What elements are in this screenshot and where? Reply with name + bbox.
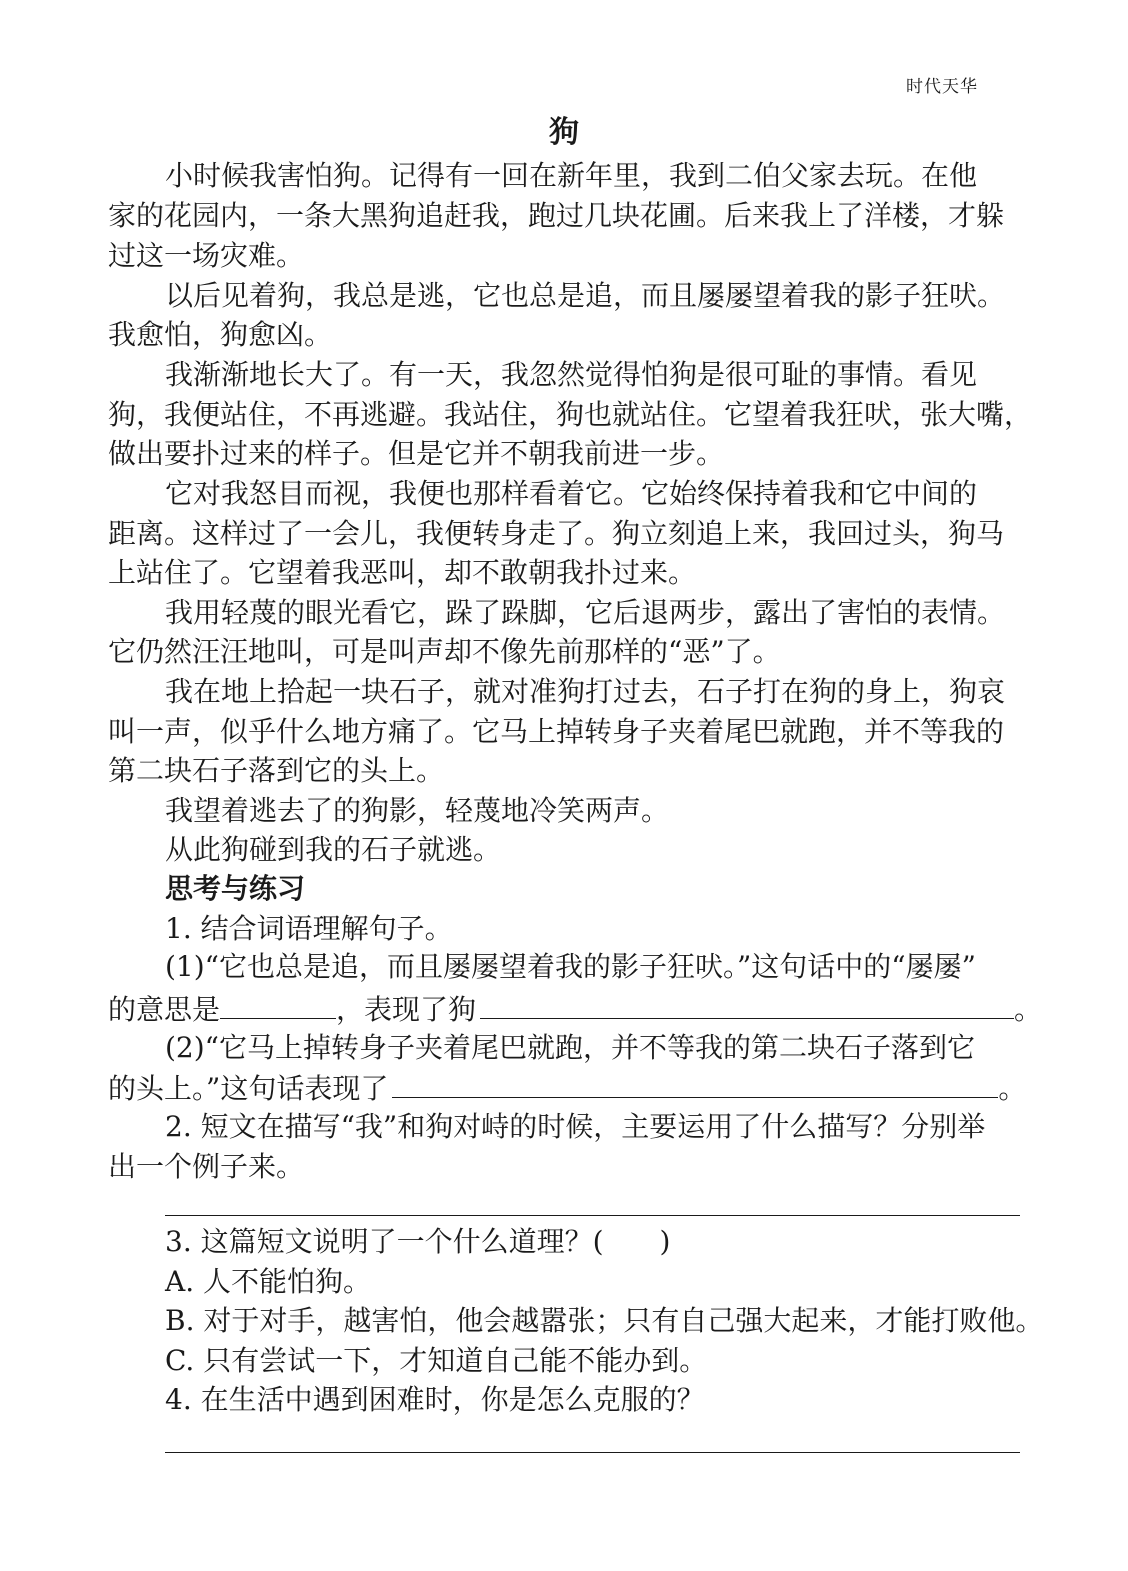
article-line: 家的花园内，一条大黑狗追赶我，跑过几块花圃。后来我上了洋楼，才躲	[108, 199, 1005, 232]
article-line: 它对我怒目而视，我便也那样看着它。它始终保持着我和它中间的	[165, 477, 978, 510]
question-4-stem: 4. 在生活中遇到困难时，你是怎么克服的？	[165, 1383, 705, 1416]
question-3-option-b[interactable]: B. 对于对手，越害怕，他会越嚣张；只有自己强大起来，才能打败他。	[165, 1304, 1044, 1337]
article-line: 它仍然汪汪地叫，可是叫声却不像先前那样的“恶”了。	[108, 635, 781, 668]
article-line: 上站住了。它望着我恶叫，却不敢朝我扑过来。	[108, 556, 697, 589]
question-1-stem: 1. 结合词语理解句子。	[165, 912, 453, 945]
question-1-part-1: (1)“它也总是追，而且屡屡望着我的影子狂吠。”这句话中的“屡屡”	[165, 950, 976, 983]
question-1-part-1-answer-line	[108, 988, 1042, 1028]
answer-middle: ，表现了狗	[336, 993, 477, 1026]
article-line: 我用轻蔑的眼光看它，跺了跺脚，它后退两步，露出了害怕的表情。	[165, 596, 1006, 629]
answer-end: 。	[1014, 993, 1043, 1026]
article-line: 我在地上拾起一块石子，就对准狗打过去，石子打在狗的身上，狗哀	[165, 675, 1006, 708]
article-line: 我愈怕，狗愈凶。	[108, 318, 333, 351]
article-line: 做出要扑过来的样子。但是它并不朝我前进一步。	[108, 437, 725, 470]
question-2-stem-cont: 出一个例子来。	[108, 1150, 305, 1183]
answer-end: 。	[998, 1072, 1027, 1105]
article-line: 以后见着狗，我总是逃，它也总是追，而且屡屡望着我的影子狂吠。	[165, 279, 1006, 312]
article-line: 小时候我害怕狗。记得有一回在新年里，我到二伯父家去玩。在他	[165, 159, 978, 192]
article-line: 我渐渐地长大了。有一天，我忽然觉得怕狗是很可耻的事情。看见	[165, 358, 978, 391]
article-line: 叫一声，似乎什么地方痛了。它马上掉转身子夹着尾巴就跑，并不等我的	[108, 715, 1005, 748]
answer-prefix: 的头上。”这句话表现了	[108, 1072, 389, 1105]
answer-blank-dog-behavior[interactable]	[480, 988, 1014, 1019]
question-1-part-2: (2)“它马上掉转身子夹着尾巴就跑，并不等我的第二块石子落到它	[165, 1031, 975, 1064]
question-1-part-2-answer-line	[108, 1067, 1026, 1107]
article-line: 距离。这样过了一会儿，我便转身走了。狗立刻追上来，我回过头，狗马	[108, 517, 1005, 550]
header-brand: 时代天华	[906, 77, 978, 97]
question-2-stem: 2. 短文在描写“我”和狗对峙的时候，主要运用了什么描写？分别举	[165, 1110, 986, 1143]
answer-line-question-2[interactable]	[165, 1215, 1020, 1216]
answer-blank-meaning[interactable]	[220, 988, 336, 1019]
exercises-heading: 思考与练习	[165, 872, 306, 905]
answer-prefix: 的意思是	[108, 993, 221, 1026]
article-title: 狗	[549, 115, 579, 150]
question-3-option-c[interactable]: C. 只有尝试一下，才知道自己能不能办到。	[165, 1344, 708, 1377]
article-line: 过这一场灾难。	[108, 239, 305, 272]
article-line: 狗，我便站住，不再逃避。我站住，狗也就站住。它望着我狂吠，张大嘴，	[108, 398, 1033, 431]
question-3-option-a[interactable]: A. 人不能怕狗。	[165, 1265, 372, 1298]
article-line: 从此狗碰到我的石子就逃。	[165, 833, 502, 866]
answer-line-question-4[interactable]	[165, 1452, 1020, 1453]
article-line: 我望着逃去了的狗影，轻蔑地冷笑两声。	[165, 794, 670, 827]
question-3-stem: 3. 这篇短文说明了一个什么道理？( )	[165, 1225, 671, 1258]
answer-blank-sentence-meaning[interactable]	[392, 1067, 998, 1098]
article-line: 第二块石子落到它的头上。	[108, 754, 445, 787]
